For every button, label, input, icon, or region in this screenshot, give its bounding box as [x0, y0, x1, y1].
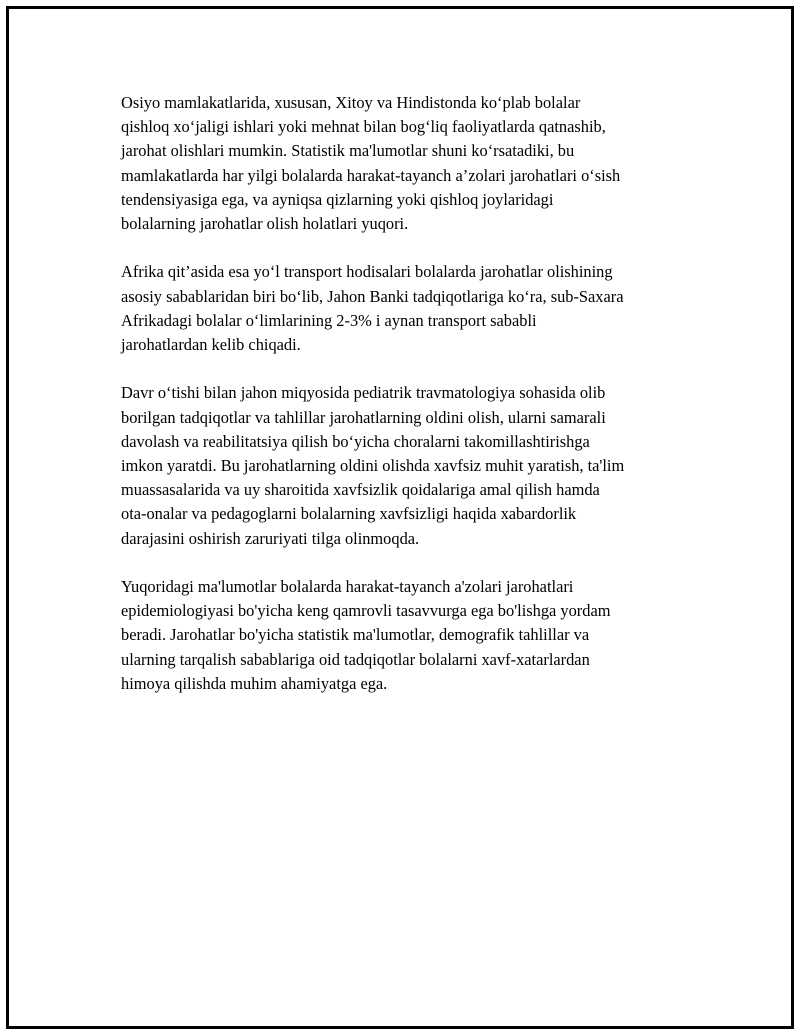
- text-line: ota-onalar va pedagoglarni bolalarning xavfsizligi haqida xabardorlik: [121, 504, 577, 524]
- text-line: asosiy sabablaridan biri bo‘lib, Jahon Banki tadqiqotlariga ko‘ra, sub-Saxara: [121, 286, 624, 306]
- text-line: mamlakatlarda har yilgi bolalarda harakat-tayanch a’zolari jarohatlari o‘sish: [121, 165, 621, 185]
- document-body: [121, 91, 709, 720]
- page-border: [6, 6, 794, 1029]
- paragraph-asia: [121, 91, 709, 236]
- text-line: imkon yaratdi. Bu jarohatlarning oldini olishda xavfsiz muhit yaratish, ta'lim: [121, 456, 625, 476]
- text-line: bolalarning jarohatlar olish holatlari yuqori.: [121, 214, 409, 234]
- text-line: Afrika qit’asida esa yo‘l transport hodisalari bolalarda jarohatlar olishining: [121, 262, 613, 282]
- text-line: qishloq xo‘jaligi ishlari yoki mehnat bilan bog‘liq faoliyatlarda qatnashib,: [121, 117, 606, 137]
- paragraph-africa: [121, 260, 709, 357]
- text-line: himoya qilishda muhim ahamiyatga ega.: [121, 673, 388, 693]
- text-line: Davr o‘tishi bilan jahon miqyosida pediatrik travmatologiya sohasida olib: [121, 383, 606, 403]
- text-line: ularning tarqalish sabablariga oid tadqiqotlar bolalarni xavf-xatarlardan: [121, 649, 590, 669]
- text-line: jarohat olishlari mumkin. Statistik ma'lumotlar shuni ko‘rsatadiki, bu: [121, 141, 575, 161]
- text-line: muassasalarida va uy sharoitida xavfsizlik qoidalariga amal qilish hamda: [121, 480, 600, 500]
- text-line: Afrikadagi bolalar o‘limlarining 2-3% i aynan transport sababli: [121, 310, 537, 330]
- paragraph-research: [121, 381, 709, 550]
- text-line: tendensiyasiga ega, va ayniqsa qizlarning yoki qishloq joylaridagi: [121, 189, 554, 209]
- text-line: epidemiologiyasi bo'yicha keng qamrovli tasavvurga ega bo'lishga yordam: [121, 601, 611, 621]
- paragraph-conclusion: [121, 575, 709, 696]
- text-line: jarohatlardan kelib chiqadi.: [121, 335, 301, 355]
- text-line: Osiyo mamlakatlarida, xususan, Xitoy va Hindistonda ko‘plab bolalar: [121, 93, 581, 112]
- text-line: beradi. Jarohatlar bo'yicha statistik ma'lumotlar, demografik tahlillar va: [121, 625, 590, 645]
- text-line: Yuqoridagi ma'lumotlar bolalarda harakat-tayanch a'zolari jarohatlari: [121, 577, 574, 597]
- text-line: darajasini oshirish zaruriyati tilga olinmoqda.: [121, 528, 420, 548]
- text-line: borilgan tadqiqotlar va tahlillar jarohatlarning oldini olish, ularni samarali: [121, 407, 606, 427]
- text-line: davolash va reabilitatsiya qilish bo‘yicha choralarni takomillashtirishga: [121, 431, 590, 451]
